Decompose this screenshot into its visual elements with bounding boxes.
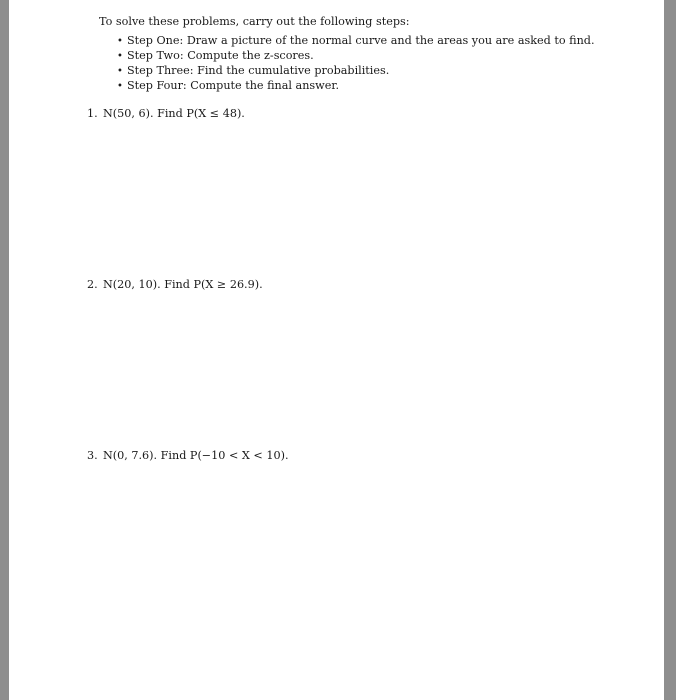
problem-text: N(20, 10). Find P(X ≥ 26.9).: [103, 278, 263, 291]
problem-text: N(0, 7.6). Find P(−10 < X < 10).: [103, 449, 289, 462]
step-item: [117, 33, 595, 48]
step-text: Step Four: Compute the final answer.: [127, 79, 340, 92]
viewer-left-margin: [0, 0, 9, 700]
bullet-icon: •: [117, 36, 123, 47]
problem-text: N(50, 6). Find P(X ≤ 48).: [103, 107, 245, 120]
problem-1: [87, 107, 245, 120]
bullet-icon: •: [117, 66, 123, 77]
bullet-icon: •: [117, 81, 123, 92]
document-page: [9, 0, 664, 700]
bullet-icon: •: [117, 51, 123, 62]
step-text: Step Two: Compute the z-scores.: [127, 49, 314, 62]
step-text: Step Three: Find the cumulative probabilities.: [127, 64, 390, 77]
step-item: [117, 78, 595, 93]
step-item: [117, 63, 595, 78]
step-item: [117, 48, 595, 63]
step-text: Step One: Draw a picture of the normal curve and the areas you are asked to find.: [127, 34, 595, 47]
problem-number: 3.: [87, 449, 98, 462]
problem-number: 2.: [87, 278, 98, 291]
instructions-intro: To solve these problems, carry out the following steps:: [99, 15, 410, 28]
viewer-right-margin: [664, 0, 676, 700]
problem-2: [87, 278, 263, 291]
steps-list: [117, 33, 595, 93]
problem-number: 1.: [87, 107, 98, 120]
problem-3: [87, 449, 289, 462]
